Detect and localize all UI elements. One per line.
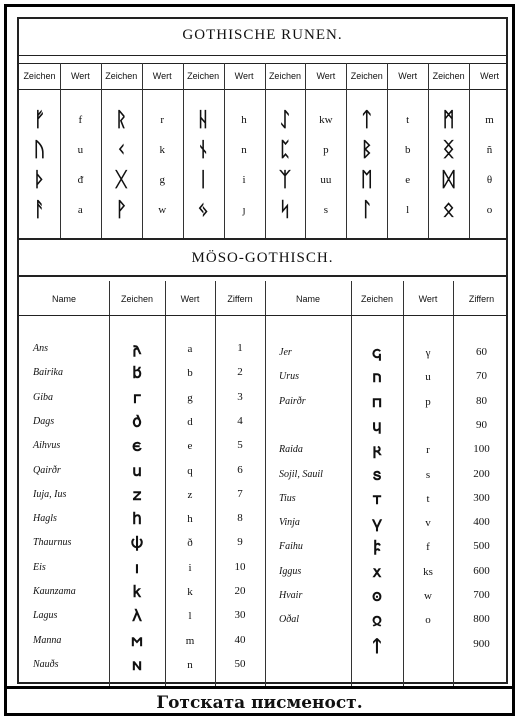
letter-name: Iuja, Ius: [33, 488, 67, 500]
letter-value: γ: [425, 347, 431, 359]
moeso-header: Ziffern: [468, 294, 495, 304]
letter-number: 6: [237, 463, 243, 476]
divider: [19, 275, 506, 277]
rune-sign: ᛝ: [442, 137, 455, 161]
rune-sign: ᛈ: [278, 137, 291, 161]
rune-value: ȷ: [242, 204, 246, 216]
rune-sign: ᚾ: [197, 137, 210, 161]
letter-sign: 𐌱: [132, 363, 142, 383]
letter-value: z: [187, 488, 193, 501]
letter-sign: 𐌸: [130, 533, 144, 553]
rune-sign: ᛃ: [197, 197, 210, 221]
letter-name: Vinja: [279, 517, 300, 529]
letter-sign: 𐍃: [372, 464, 382, 484]
rune-value: w: [158, 204, 167, 216]
letter-number: 90: [476, 418, 487, 431]
rune-value: s: [323, 204, 328, 216]
letter-sign: 𐍆: [373, 537, 381, 557]
letter-name: Hagls: [33, 513, 57, 525]
letter-sign: 𐍇: [372, 561, 382, 581]
letter-sign: 𐍊: [373, 634, 381, 654]
rune-value: e: [405, 174, 411, 186]
letter-number: 600: [473, 564, 490, 577]
header-zeichen: Zeichen: [432, 71, 465, 81]
letter-value: i: [188, 561, 192, 574]
letter-name: Urus: [279, 371, 300, 383]
rune-sign: ᛞ: [442, 167, 455, 191]
divider: [19, 63, 506, 64]
letter-value: g: [187, 391, 193, 404]
rune-sign: ᚠ: [33, 107, 46, 131]
letter-value: m: [185, 634, 195, 647]
rune-sign: ᛏ: [360, 107, 373, 131]
letter-number: 4: [237, 414, 243, 427]
letter-sign: 𐌰: [132, 339, 142, 358]
header-wert: Wert: [480, 71, 499, 81]
header-zeichen: Zeichen: [187, 71, 220, 81]
rune-sign: ᛚ: [360, 197, 373, 221]
letter-number: 800: [473, 613, 490, 626]
letter-value: d: [187, 415, 193, 428]
letter-number: 700: [473, 589, 490, 601]
letter-name: Pairðr: [279, 395, 306, 407]
moeso-header: Name: [51, 294, 76, 304]
rune-value: g: [159, 174, 165, 186]
letter-sign: 𐍀: [372, 391, 382, 411]
letter-name: Aihvus: [33, 440, 61, 452]
letter-number: 40: [234, 633, 246, 646]
rune-value: kw: [319, 114, 333, 126]
rune-value: uu: [320, 174, 332, 186]
letter-sign: 𐌿: [372, 367, 382, 387]
letter-sign: 𐌵: [132, 460, 142, 480]
rune-value: n: [241, 144, 247, 156]
letter-value: w: [424, 590, 432, 602]
letter-number: 70: [476, 370, 487, 383]
rune-value: θ: [486, 174, 493, 186]
header-zeichen: Zeichen: [268, 71, 301, 81]
divider: [19, 315, 506, 316]
rune-value: p: [323, 144, 329, 156]
letter-sign: 𐍂: [372, 440, 382, 460]
rune-sign: ᛁ: [197, 167, 210, 191]
rune-value: ᵭ: [77, 174, 84, 186]
letter-value: e: [187, 440, 193, 453]
letter-number: 100: [473, 443, 490, 456]
letter-number: 80: [476, 394, 487, 407]
letter-sign: 𐌹: [135, 557, 139, 577]
letter-number: 10: [234, 560, 246, 573]
letter-sign: 𐌼: [131, 630, 143, 650]
letter-name: Manna: [33, 634, 62, 646]
moeso-header: Wert: [180, 294, 200, 304]
letter-name: Sojil, Sauil: [279, 468, 323, 480]
letter-name: Iggus: [279, 565, 302, 577]
letter-value: ð: [187, 537, 193, 550]
divider: [19, 238, 506, 240]
header-wert: Wert: [152, 71, 172, 81]
letter-value: ks: [423, 565, 433, 578]
letter-sign: 𐌳: [132, 411, 142, 431]
letter-number: 9: [237, 536, 243, 549]
letter-sign: 𐌾: [372, 343, 382, 362]
letter-value: r: [426, 444, 430, 457]
letter-value: l: [188, 610, 192, 623]
column-divider: [265, 281, 266, 686]
letter-name: Qairðr: [33, 464, 61, 476]
rune-sign: ᚱ: [115, 107, 128, 131]
letter-name: Eis: [33, 561, 46, 573]
letter-name: Tius: [279, 492, 296, 504]
letter-value: u: [425, 371, 431, 384]
rune-sign: ᚷ: [115, 167, 128, 191]
rune-value: t: [406, 114, 410, 126]
letter-number: 2: [237, 366, 243, 379]
letter-number: 200: [473, 467, 490, 480]
rune-value: f: [78, 114, 83, 126]
rune-sign: ᚺ: [197, 107, 210, 131]
rune-sign: ᛟ: [442, 197, 455, 221]
letter-number: 8: [237, 512, 243, 525]
divider: [19, 89, 506, 90]
table-frame: [17, 17, 508, 684]
letter-number: 30: [234, 609, 246, 622]
rune-value: m: [485, 114, 494, 126]
moeso-header: Zeichen: [120, 294, 154, 304]
letter-name: Ans: [33, 343, 48, 354]
letter-sign: 𐍉: [372, 610, 382, 630]
header-wert: Wert: [316, 71, 336, 81]
letter-number: 3: [237, 390, 243, 403]
letter-value: f: [426, 541, 430, 554]
letter-value: n: [187, 658, 193, 671]
letter-name: Giba: [33, 391, 53, 403]
rune-sign: ᚢ: [33, 137, 46, 161]
rune-value: a: [77, 204, 83, 216]
runes-title: GOTHISCHE RUNEN.: [182, 27, 343, 43]
letter-name: Dags: [33, 415, 55, 427]
letter-number: 7: [237, 487, 243, 500]
header-zeichen: Zeichen: [105, 71, 138, 81]
rune-sign: ᚹ: [115, 197, 128, 221]
page-frame: [4, 4, 515, 716]
letter-number: 5: [237, 439, 243, 452]
letter-number: 900: [473, 637, 490, 650]
letter-value: a: [187, 343, 193, 355]
letter-name: Faihu: [279, 541, 303, 553]
rune-value: i: [242, 174, 246, 186]
letter-number: 20: [234, 585, 246, 597]
letter-value: q: [187, 464, 193, 477]
letter-name: Jer: [279, 347, 292, 358]
letter-sign: 𐌺: [132, 582, 142, 601]
rune-value: l: [406, 204, 410, 216]
letter-name: Nauðs: [33, 658, 59, 670]
letter-sign: 𐍅: [371, 513, 383, 533]
rune-sign: ᛋ: [278, 197, 291, 221]
letter-number: 60: [476, 346, 487, 358]
letter-sign: 𐌶: [132, 484, 142, 504]
letter-name: Hvair: [279, 590, 303, 601]
letter-value: b: [187, 367, 193, 380]
letter-name: Kaunzama: [33, 586, 76, 597]
header-wert: Wert: [398, 71, 418, 81]
rune-sign: ᚦ: [33, 167, 46, 191]
rune-value: r: [160, 114, 165, 126]
letter-name: Lagus: [33, 610, 58, 622]
letter-sign: 𐌴: [132, 436, 142, 456]
rune-sign: ᚨ: [33, 197, 46, 221]
header-zeichen: Zeichen: [23, 71, 56, 81]
letter-sign: 𐍄: [372, 488, 382, 508]
moeso-header: Name: [295, 294, 320, 304]
rune-sign: ᛒ: [360, 137, 373, 161]
moeso-title: MÖSO-GOTHISCH.: [191, 250, 334, 266]
letter-value: v: [425, 517, 431, 530]
letter-sign: 𐌽: [132, 654, 142, 674]
moeso-header: Wert: [418, 294, 438, 304]
letter-value: t: [426, 492, 430, 505]
letter-value: o: [425, 614, 431, 627]
rune-value: k: [159, 144, 165, 156]
letter-number: 300: [473, 491, 490, 504]
letter-name: Bairika: [33, 367, 63, 379]
letter-value: p: [425, 395, 431, 408]
letter-value: s: [425, 468, 431, 481]
rune-value: h: [241, 114, 247, 126]
letter-value: h: [187, 513, 193, 526]
header-zeichen: Zeichen: [350, 71, 383, 81]
letter-number: 500: [473, 540, 490, 553]
header-wert: Wert: [234, 71, 254, 81]
letter-name: Thaurnus: [33, 537, 72, 549]
rune-sign: ᛉ: [278, 167, 291, 191]
header-wert: Wert: [70, 71, 90, 81]
moeso-header: Ziffern: [227, 294, 253, 304]
moeso-header: Zeichen: [360, 294, 394, 304]
letter-sign: 𐌷: [132, 509, 142, 529]
letter-name: Raida: [279, 444, 303, 456]
letter-name: Oðal: [279, 614, 299, 626]
letter-sign: 𐌻: [132, 606, 142, 626]
footer-caption: Готската писменост.: [7, 686, 512, 716]
rune-sign: ᛖ: [360, 167, 373, 191]
rune-sign: ᛇ: [278, 107, 291, 131]
rune-sign: ᛗ: [442, 107, 455, 131]
letter-number: 1: [237, 342, 243, 354]
rune-value: o: [486, 204, 493, 216]
letter-sign: 𐍁: [372, 415, 382, 435]
letter-value: k: [187, 586, 193, 598]
divider: [19, 55, 506, 56]
rune-sign: ᚲ: [115, 137, 128, 161]
letter-number: 400: [473, 516, 490, 529]
letter-sign: 𐍈: [372, 586, 382, 605]
rune-value: ñ: [486, 144, 493, 156]
rune-value: u: [77, 144, 84, 156]
letter-sign: 𐌲: [133, 387, 141, 407]
rune-value: b: [404, 144, 411, 156]
letter-number: 50: [234, 657, 246, 670]
